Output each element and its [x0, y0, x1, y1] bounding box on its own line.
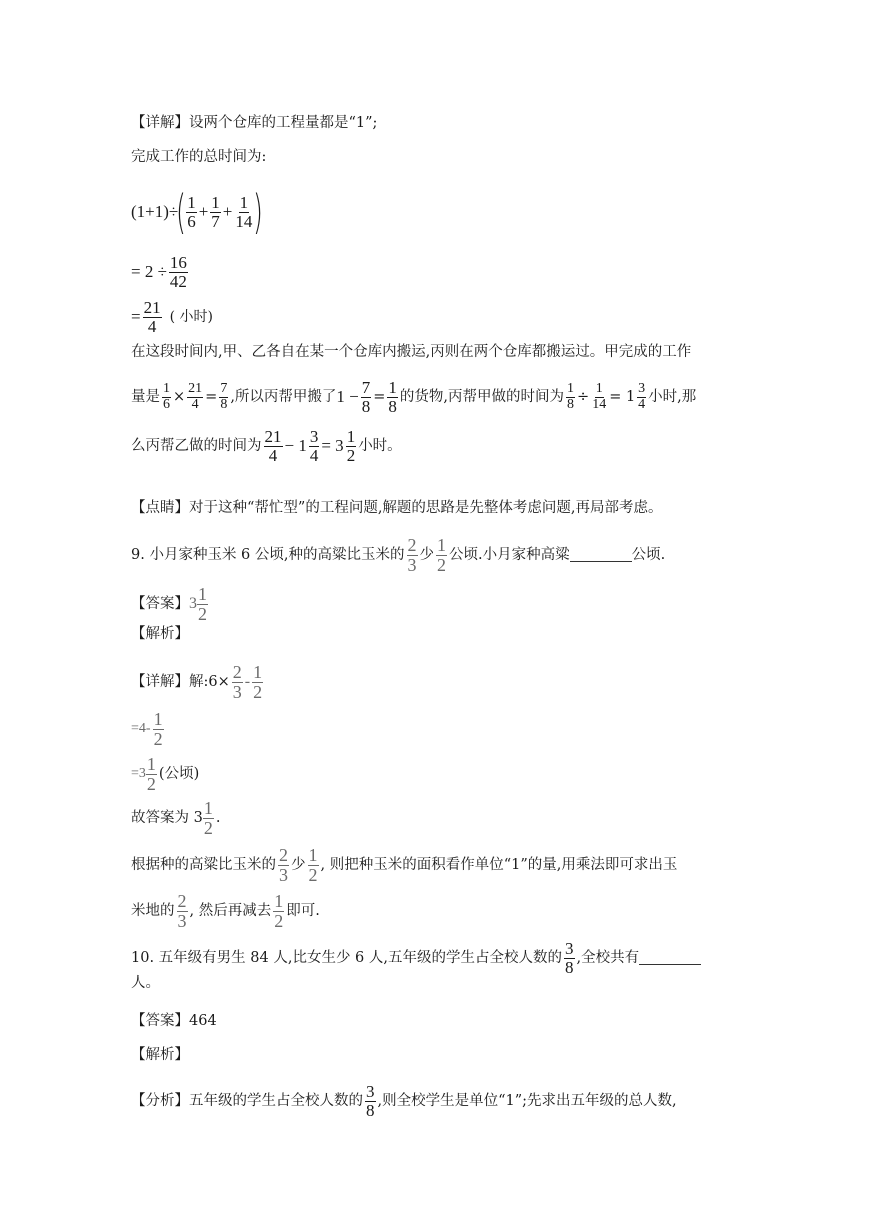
denominator: 42	[169, 271, 187, 291]
text-span: 即可.	[286, 903, 320, 920]
denominator: 4	[268, 445, 278, 465]
denominator: 8	[388, 396, 397, 416]
text-span: ÷	[577, 389, 590, 406]
denominator: 2	[346, 445, 356, 465]
fraction	[153, 710, 164, 749]
text-span: ,则全校学生是单位“1”;先求出五年级的总人数,	[377, 1093, 677, 1110]
fraction	[169, 254, 188, 291]
numerator: 1	[346, 427, 356, 446]
text-span: ,所以丙帮甲搬了	[230, 389, 337, 406]
text-span: +	[222, 202, 233, 221]
paragraph-line-3	[131, 428, 402, 465]
text-span: .	[215, 810, 221, 827]
fraction	[361, 379, 372, 416]
numerator: 21	[264, 427, 282, 446]
equation-2	[131, 254, 190, 291]
text-span: ( 小时)	[169, 309, 213, 326]
jiexi-9	[131, 624, 189, 644]
fraction	[232, 663, 243, 702]
numerator: 21	[188, 381, 203, 397]
text-span: 小时。	[358, 438, 402, 455]
numerator: 1	[253, 662, 263, 682]
left-paren: (	[176, 185, 187, 239]
text-span: 【详解】设两个仓库的工程量都是“1”;	[131, 115, 378, 131]
fraction	[162, 382, 171, 412]
fraction	[564, 940, 575, 977]
numerator: 1	[146, 754, 156, 774]
fraction	[177, 892, 188, 931]
denominator: 2	[146, 773, 156, 794]
detail-9	[131, 663, 265, 702]
fraction	[407, 536, 418, 575]
numerator: 1	[595, 381, 603, 397]
text-span: 米地的	[131, 903, 175, 920]
denominator: 6	[163, 396, 170, 412]
step-2	[131, 755, 199, 794]
fraction	[637, 382, 646, 412]
text-span: 小时,那	[648, 389, 697, 406]
text-span: (1+1)÷	[131, 202, 179, 221]
text-span: 【详解】解:6×	[131, 674, 230, 691]
denominator: 2	[253, 681, 263, 702]
numerator: 2	[407, 535, 417, 555]
text-span: 人。	[131, 975, 160, 991]
text-span: , 然后再减去	[189, 903, 272, 920]
numerator: 1	[388, 378, 397, 397]
answer-blank[interactable]	[639, 952, 701, 965]
fraction	[187, 382, 203, 412]
denominator: 2	[203, 817, 213, 838]
text-span: 少	[419, 547, 434, 564]
numerator: 3	[366, 1082, 375, 1101]
text-span: 少	[291, 857, 306, 874]
numerator: 1	[567, 381, 575, 397]
denominator: 2	[153, 728, 163, 749]
text-span: 【分析】五年级的学生占全校人数的	[131, 1093, 363, 1110]
text-span: 9. 小月家种玉米 6 公顷,种的高粱比玉米的	[131, 547, 405, 564]
denominator: 4	[309, 445, 319, 465]
text-span: ,全校共有	[576, 950, 640, 967]
denominator: 6	[187, 211, 196, 231]
text-span: 【解析】	[131, 626, 189, 642]
numerator: 1	[274, 891, 284, 911]
fraction	[210, 194, 221, 231]
fraction	[146, 755, 157, 794]
step-3	[131, 799, 220, 838]
fraction	[234, 194, 253, 231]
text-span: +	[198, 202, 209, 221]
numerator: 7	[220, 381, 228, 397]
text-span: 公顷.	[631, 547, 666, 564]
fraction	[278, 846, 289, 885]
numerator: 1	[308, 845, 318, 865]
text-span: (公顷)	[158, 766, 200, 783]
text-span: = 1	[609, 389, 636, 406]
fraction	[436, 536, 447, 575]
paragraph-line-1	[131, 342, 691, 362]
text-span: = 2 ÷	[131, 262, 167, 282]
question-9	[131, 536, 665, 575]
fraction	[143, 299, 162, 336]
question-10-cont	[131, 973, 160, 993]
text-span: 的货物,丙帮甲做的时间为	[399, 389, 565, 406]
equation-1	[131, 185, 264, 239]
numerator: 1	[203, 798, 213, 818]
analysis-10	[131, 1083, 677, 1120]
denominator: 2	[437, 554, 446, 575]
fraction	[346, 428, 357, 465]
text-span: 【点睛】对于这种“帮忙型”的工程问题,解题的思路是先整体考虑问题,再局部考虑。	[131, 500, 663, 516]
denominator: 14	[592, 396, 607, 412]
numerator: 3	[565, 939, 574, 958]
denominator: 8	[361, 396, 371, 416]
numerator: 1	[163, 381, 170, 397]
step-1	[131, 710, 166, 749]
step-4	[131, 846, 677, 885]
text-span: 在这段时间内,甲、乙各自在某一个仓库内搬运,丙则在两个仓库都搬运过。甲完成的工作	[131, 344, 692, 360]
text-span: 10. 五年级有男生 84 人,比女生少 6 人,五年级的学生占全校人数的	[131, 950, 562, 967]
text-span: =3	[131, 766, 146, 782]
answer-9	[131, 585, 210, 624]
denominator: 2	[274, 910, 284, 931]
paragraph-line-2	[131, 379, 696, 416]
fraction	[197, 585, 208, 624]
numerator: 16	[169, 253, 187, 272]
fraction	[387, 379, 398, 416]
numerator: 1	[187, 192, 196, 212]
text-span: − 1	[284, 436, 307, 456]
denominator: 3	[279, 864, 288, 885]
fraction	[566, 382, 575, 412]
denominator: 4	[638, 396, 646, 412]
detail-line-2	[131, 147, 266, 167]
denominator: 4	[191, 396, 199, 412]
denominator: 2	[308, 864, 318, 885]
detail-line-1	[131, 113, 377, 133]
text-span: =4-	[131, 721, 151, 737]
fraction	[365, 1083, 376, 1120]
text-span: 故答案为 3	[131, 810, 203, 827]
text-span: = 3	[321, 436, 344, 456]
denominator: 3	[177, 910, 187, 931]
text-span: =	[373, 389, 386, 406]
denominator: 8	[220, 396, 228, 412]
denominator: 4	[147, 316, 157, 336]
text-span: -	[244, 673, 251, 691]
text-span: ×	[173, 389, 186, 406]
text-span: 【答案】	[131, 596, 189, 613]
jiexi-10	[131, 1045, 189, 1065]
text-span: 根据种的高粱比玉米的	[131, 857, 276, 874]
denominator: 3	[407, 554, 417, 575]
text-span: 【答案】464	[131, 1013, 217, 1029]
numerator: 1	[153, 709, 163, 729]
fraction	[186, 194, 197, 231]
text-span: 【解析】	[131, 1047, 189, 1063]
denominator: 2	[198, 603, 207, 624]
numerator: 21	[143, 298, 161, 317]
step-5	[131, 892, 320, 931]
right-paren: )	[253, 185, 264, 239]
text-span: =	[131, 307, 141, 327]
text-span: 公顷.小月家种高粱	[449, 547, 570, 564]
denominator: 7	[211, 211, 220, 231]
fraction	[264, 428, 283, 465]
numerator: 2	[279, 845, 288, 865]
fraction	[219, 382, 228, 412]
text-span: =	[205, 389, 218, 406]
denominator: 14	[235, 211, 253, 231]
numerator: 1	[437, 535, 446, 555]
fraction	[591, 382, 607, 412]
numerator: 1	[198, 584, 207, 604]
text-span: 么丙帮乙做的时间为	[131, 438, 262, 455]
text-span: 1 −	[336, 387, 359, 407]
numerator: 7	[361, 378, 371, 397]
denominator: 3	[232, 681, 242, 702]
equation-3	[131, 299, 213, 336]
numerator: 2	[232, 662, 242, 682]
numerator: 1	[211, 192, 220, 212]
numerator: 2	[177, 891, 187, 911]
answer-10	[131, 1011, 217, 1031]
question-10	[131, 940, 701, 977]
denominator: 8	[366, 1100, 375, 1120]
fraction	[273, 892, 284, 931]
denominator: 8	[565, 957, 574, 977]
dianjing-line	[131, 498, 663, 518]
fraction	[308, 846, 319, 885]
fraction	[309, 428, 320, 465]
text-span: 完成工作的总时间为:	[131, 149, 267, 165]
fraction	[252, 663, 263, 702]
text-span: 量是	[131, 389, 160, 406]
text-span: 3	[189, 595, 197, 613]
numerator: 3	[309, 427, 319, 446]
denominator: 8	[567, 396, 575, 412]
answer-blank[interactable]	[570, 549, 632, 562]
fraction	[203, 799, 214, 838]
numerator: 3	[638, 381, 646, 397]
numerator: 1	[239, 192, 249, 212]
text-span: , 则把种玉米的面积看作单位“1”的量,用乘法即可求出玉	[320, 857, 678, 874]
